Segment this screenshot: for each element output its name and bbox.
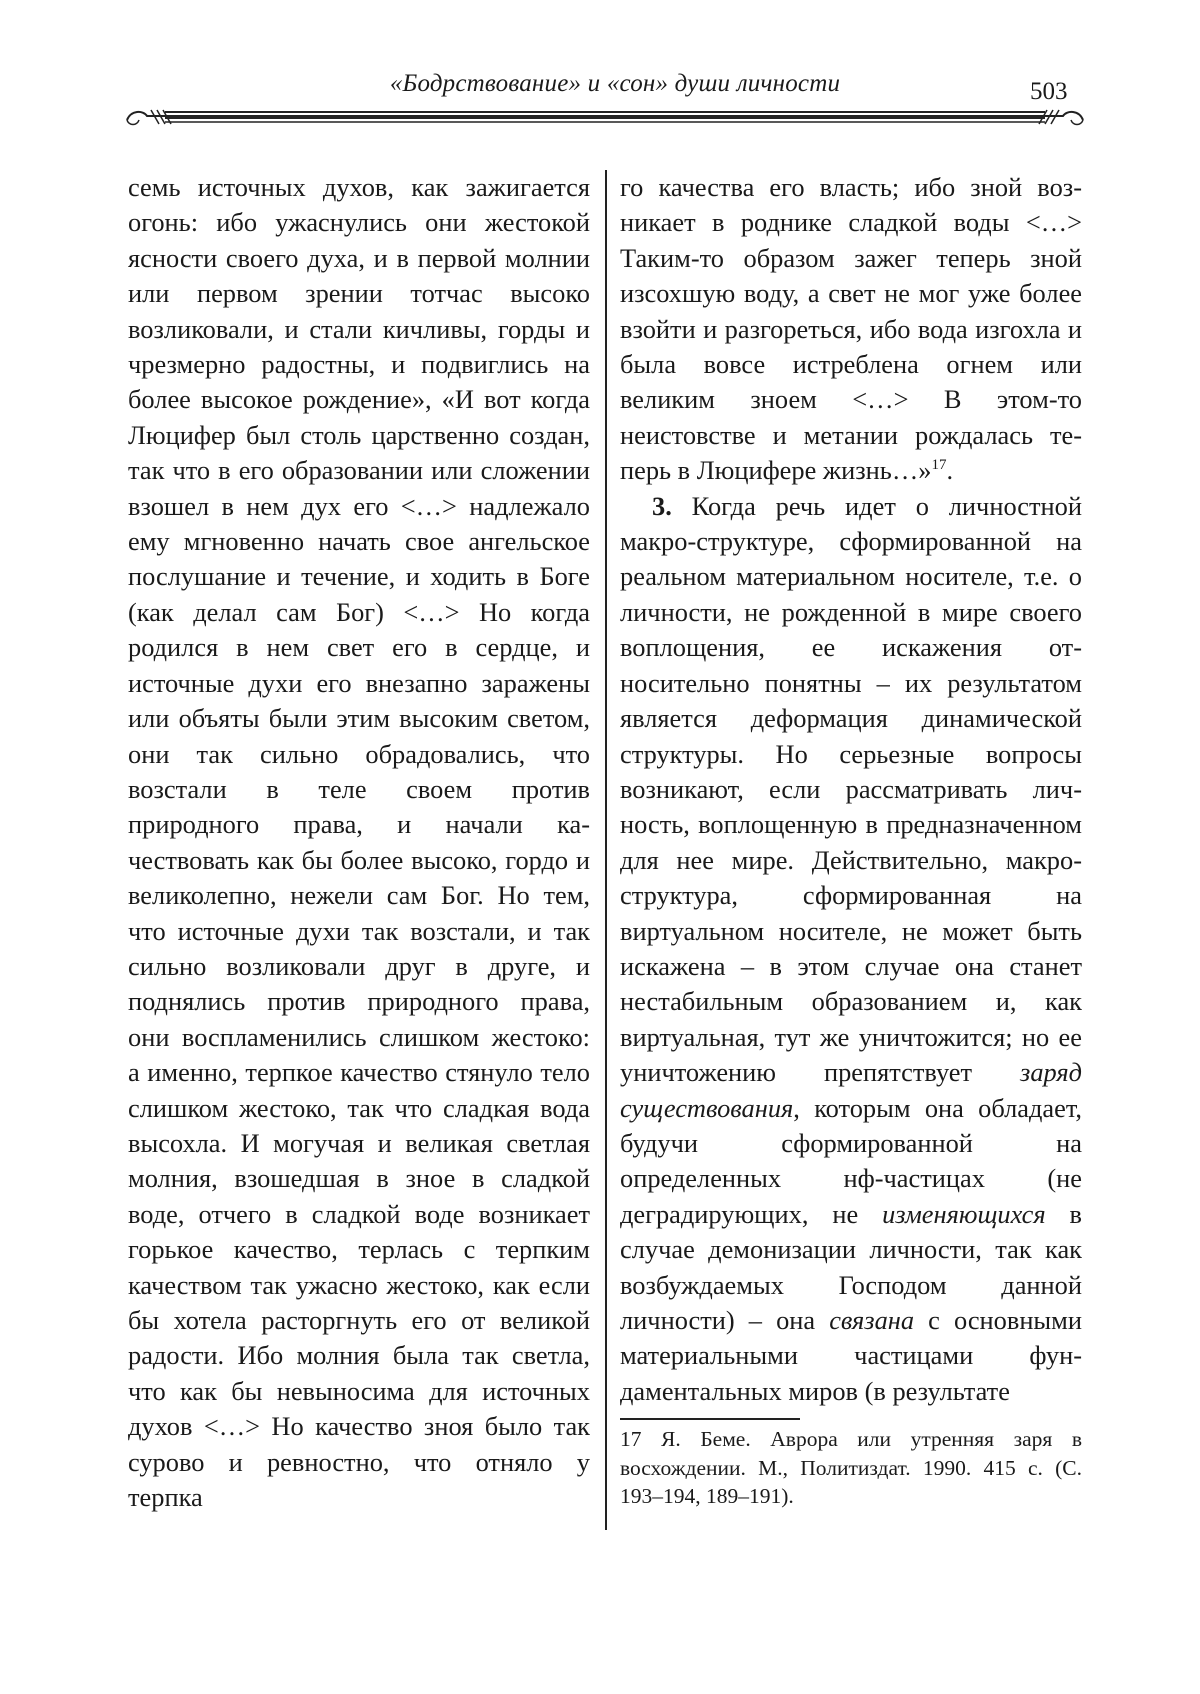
paragraph-number: 3. [652,490,672,521]
paragraph-text-4: с основными материальными частицами фундаментальных миров (в результате [620,1305,1082,1406]
paragraph-text-1: Когда речь идет о личностной макро-структуре, сформированной на реальном материальном носителе, т.е. о личности, не рожденной в мире своего воплощения, ее искажения относительно понятны – их результатом является деформация динамической структуры. Но серьезные вопросы возникают, если рассматривать личность, воплощенную в предназначенном для нее мире. Действительно, макро-структура, сформированная на виртуальном носителе, не может быть искажена – в этом случае она станет нестабильным образованием и, как виртуальная, тут же уничтожится; но ее уничтожению препятствует [620,490,1082,1088]
right-text-column [620,170,1082,1409]
emphasis-2: изменяющихся [882,1198,1046,1229]
quote-ending-text: го качества его власть; ибо зной возникает в роднике сладкой воды <…> Таким-то образом зажег теперь зной изсохшую воду, а свет не мог уже более взойти и разгореться, ибо вода изгохла и была вовсе истреблена огнем или великим зноем <…> В этом-то неистовстве и метании рождалась теперь в Люцифере жизнь…» [620,172,1082,486]
quote-ending-paragraph [620,170,1082,489]
footnote: 17 Я. Беме. Аврора или утренняя заря в восхождении. М., Политиздат. 1990. 415 с. (С. 193–194, 189–191). [620,1427,1082,1509]
page-number: 503 [1030,78,1068,105]
emphasis-1: заряд существования [620,1057,1082,1123]
footnote-separator [620,1418,800,1420]
column-divider [605,170,607,1530]
header-ornament-rule [125,106,1085,132]
quote-ending-punct: . [946,455,954,486]
left-text-column [128,170,590,1515]
paragraph-text-2: , которым она обладает, будучи сформированной на определенных нф-частицах (не деградирующих, не [620,1092,1082,1229]
footnote-reference: 17 [931,457,947,474]
emphasis-3: связана [829,1305,915,1335]
paragraph-3 [620,489,1082,1410]
left-column-text: семь источных духов, как зажигается огонь: ибо ужаснулись они жестокой ясности своего духа, и в первой молнии или первом зрении тотчас высоко возликовали, и стали кичливы, горды и чрезмерно радостны, и подвиглись на более высокое рождение», «И вот когда Люцифер был столь царственно создан, так что в его образовании или сложении взошел в нем дух его <…> надлежало ему мгновенно начать свое ангельское послушание и течение, и ходить в Боге (как делал сам Бог) <…> Но когда родился в нем свет его в сердце, и источные духи его внезапно заражены или объяты были этим высоким светом, они так сильно обрадовались, что возстали в теле своем против природного права, и начали качествовать как бы более высоко, гордо и великолепно, нежели сам Бог. Но тем, что источные духи так возстали, и так сильно возликовали друг в друге, и поднялись против природного права, они воспламенились слишком жестоко: а именно, терпкое качество стянуло тело слишком жестоко, так что сладкая вода высохла. И могучая и великая светлая молния, взошедшая в зное в сладкой воде, отчего в сладкой воде возникает горькое качество, терлась с терпким качеством так ужасно жестоко, как если бы хотела расторгнуть его от великой радости. Ибо молния была так светла, что как бы невыносима для источных духов <…> Но качество зноя было так сурово и ревностно, что отняло у терпка [128,172,590,1513]
running-title: «Бодрствование» и «сон» души личности [389,70,841,97]
paragraph-text-3: в случае демонизации личности, так как возбуждаемых Господом данной личности) – она [620,1198,1083,1335]
